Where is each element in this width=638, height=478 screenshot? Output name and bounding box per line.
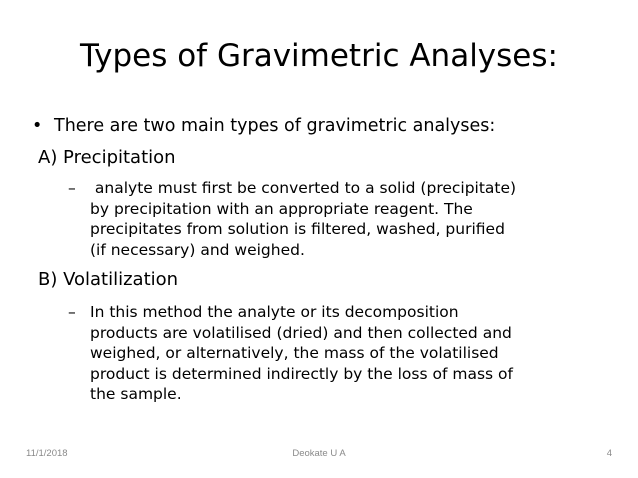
text-line: In this method the analyte or its decomposition (90, 303, 459, 321)
dash-icon: – (68, 179, 76, 197)
text-line: (if necessary) and weighed. (90, 240, 305, 259)
volatilization-text (90, 302, 513, 405)
intro-bullet-text: There are two main types of gravimetric analyses: (54, 116, 496, 136)
precipitation-text (90, 178, 516, 260)
slide-title: Types of Gravimetric Analyses: (80, 38, 558, 74)
footer-date: 11/1/2018 (26, 448, 68, 459)
bullet-icon: • (32, 116, 43, 136)
section-label-precipitation: A) Precipitation (38, 147, 176, 168)
footer-author: Deokate U A (292, 448, 346, 459)
text-line: by precipitation with an appropriate reagent. The (90, 199, 473, 218)
section-label-volatilization: B) Volatilization (38, 269, 179, 290)
footer-page-number: 4 (606, 448, 612, 459)
text-line: weighed, or alternatively, the mass of the volatilised (90, 344, 499, 362)
text-line: the sample. (90, 385, 182, 403)
text-line: product is determined indirectly by the loss of mass of (90, 364, 513, 383)
text-line: precipitates from solution is filtered, washed, purified (90, 220, 505, 238)
text-line: products are volatilised (dried) and then collected and (90, 323, 512, 342)
dash-icon: – (68, 303, 76, 321)
intro-bullet (32, 114, 495, 138)
text-line: analyte must first be converted to a solid (precipitate) (90, 179, 517, 197)
